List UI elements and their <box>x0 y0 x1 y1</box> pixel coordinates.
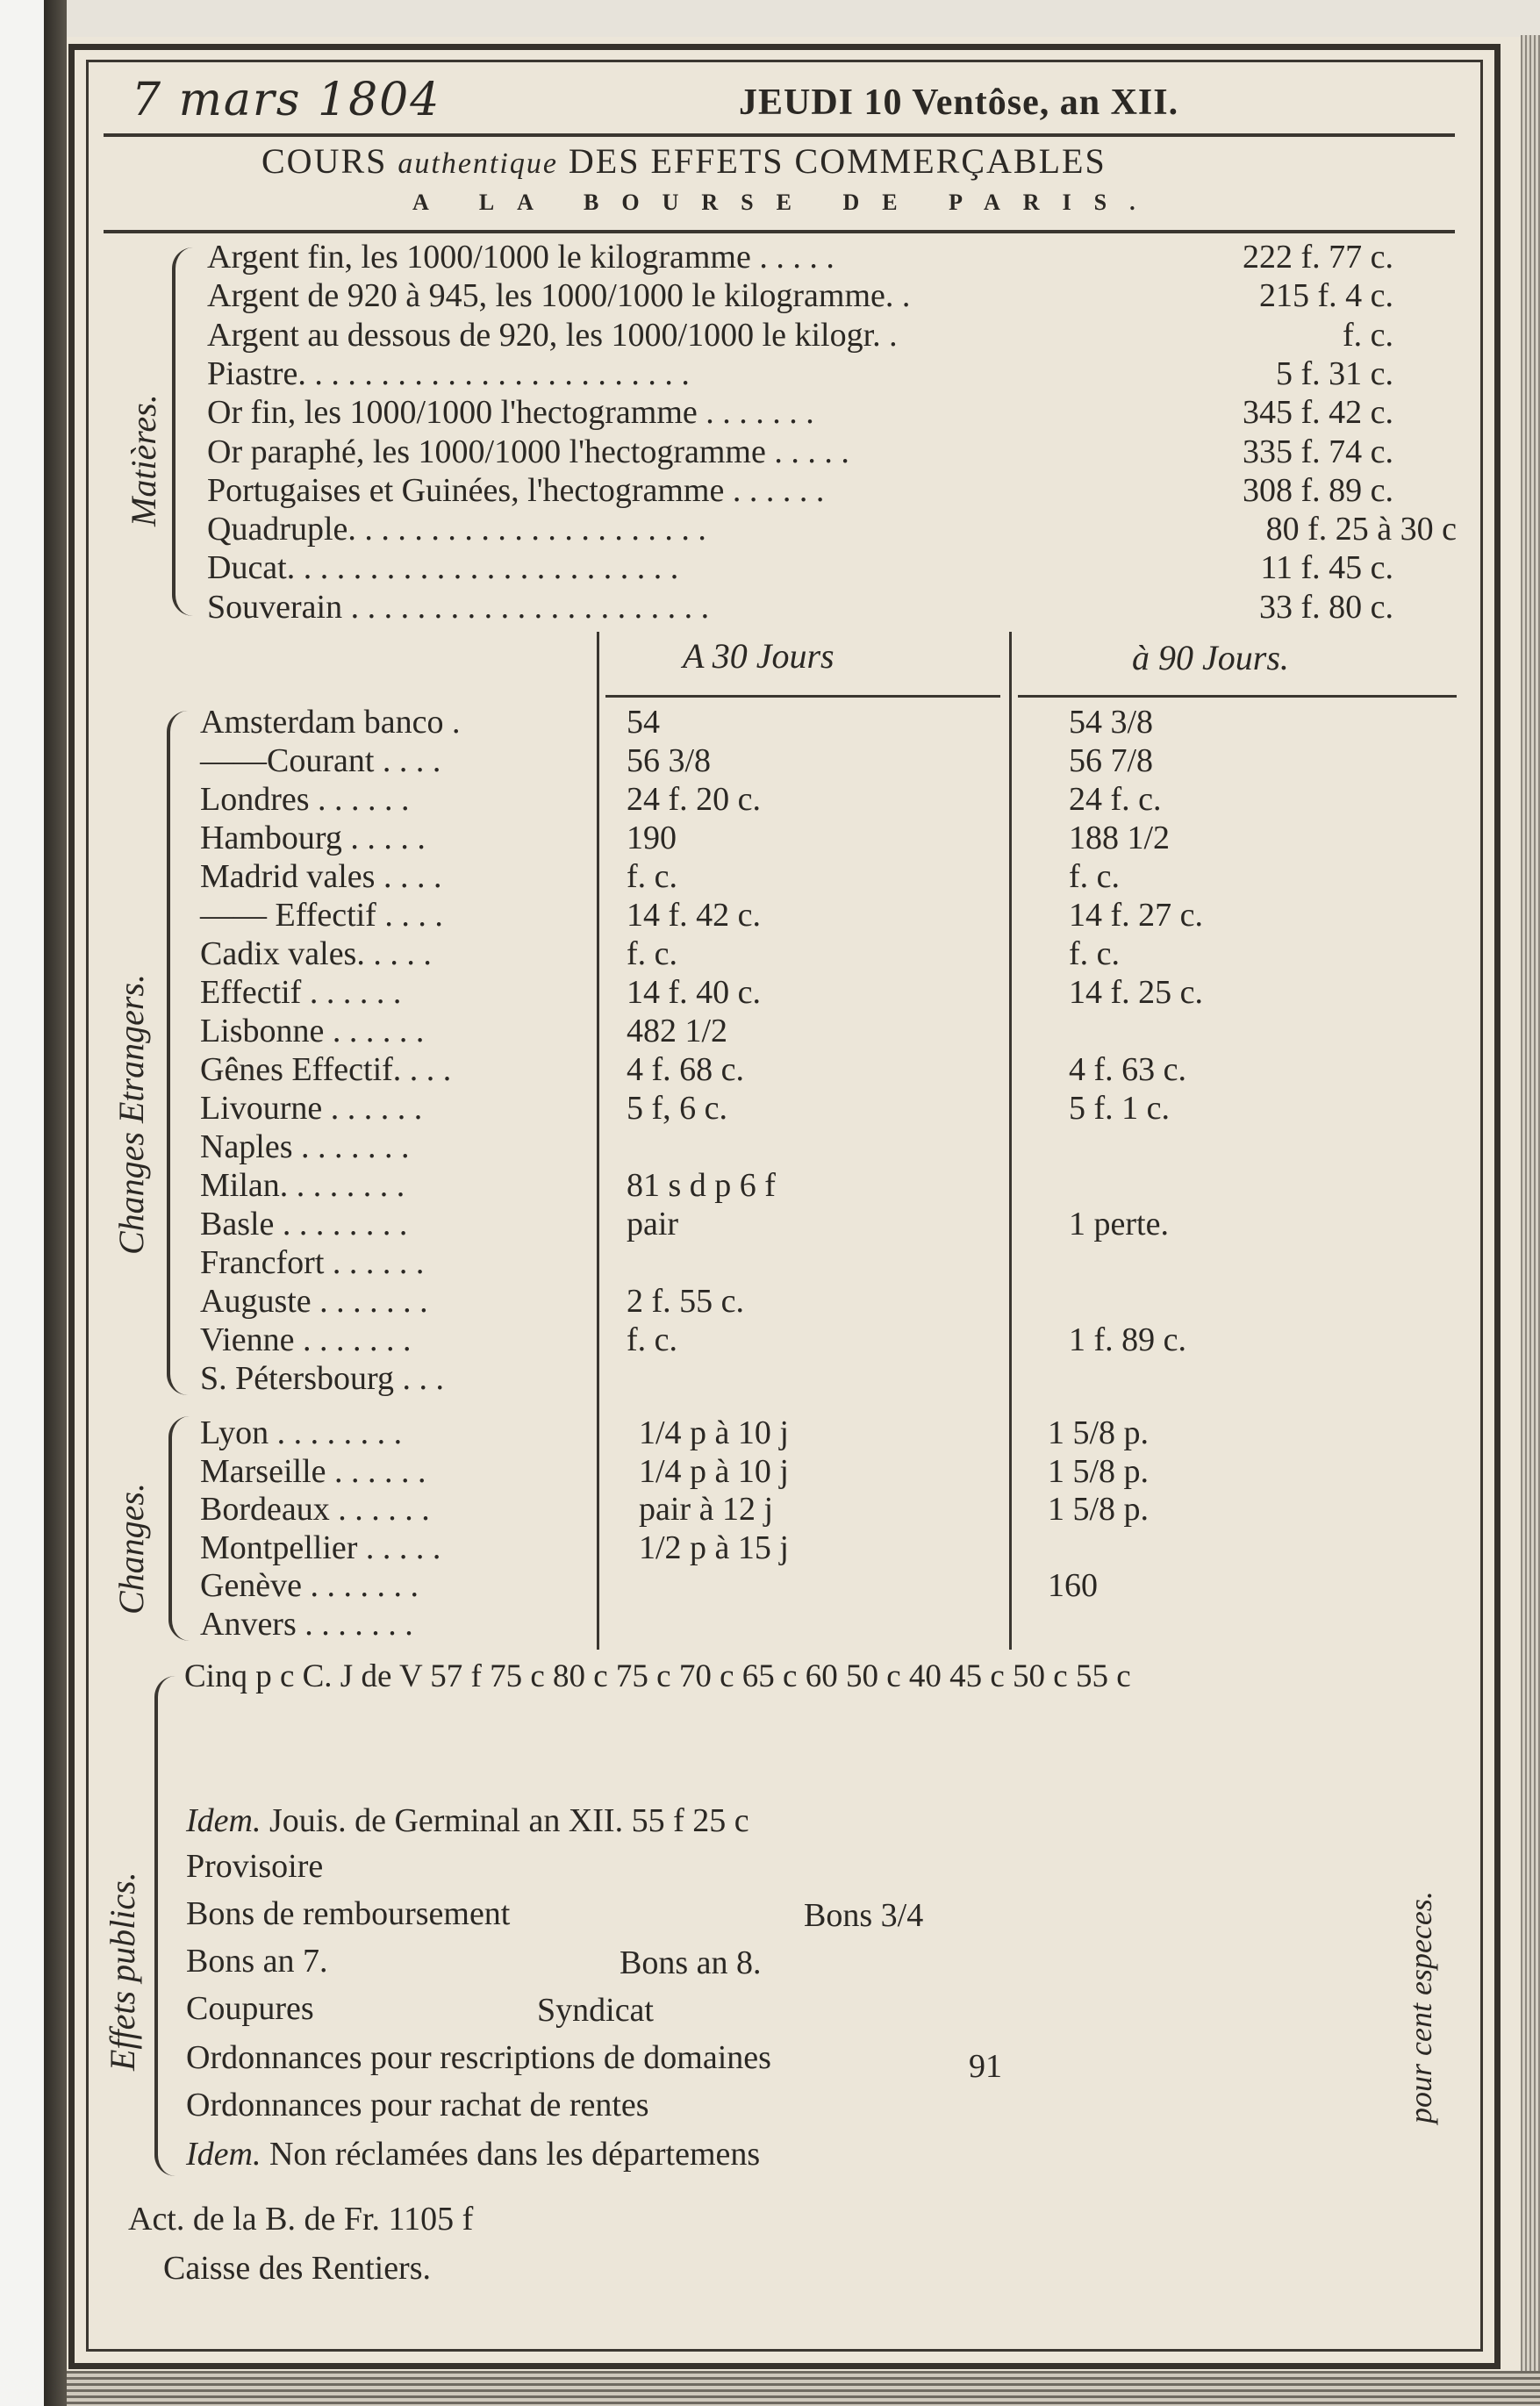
change-etranger-30-jours: 5 f, 6 c. <box>627 1090 728 1127</box>
caisse-des-rentiers: Caisse des Rentiers. <box>163 2250 432 2287</box>
change-etranger-name: Cadix vales. . . . . <box>200 935 432 972</box>
change-etranger-90-jours: 188 1/2 <box>1069 820 1171 856</box>
change-etranger-name: —— Effectif . . . . <box>200 897 443 934</box>
change-etranger-name: Francfort . . . . . . <box>200 1244 425 1281</box>
title-rule <box>104 230 1455 233</box>
title-italic: authentique <box>398 147 558 180</box>
column-divider-right <box>1009 632 1012 1650</box>
change-etranger-90-jours: f. c. <box>1069 858 1121 895</box>
change-etranger-name: Vienne . . . . . . . <box>200 1321 412 1358</box>
idem-jouissance-line <box>186 1804 749 1837</box>
change-etranger-90-jours: 56 7/8 <box>1069 742 1154 779</box>
change-90-jours: 1 5/8 p. <box>1048 1414 1150 1451</box>
matieres-item-value: 215 f. 4 c. <box>1258 277 1393 315</box>
idem2-italic: Idem. <box>186 2136 261 2173</box>
matieres-item-value: 308 f. 89 c. <box>1242 471 1393 509</box>
change-etranger-name: Basle . . . . . . . . <box>200 1206 408 1242</box>
change-etranger-90-jours: 5 f. 1 c. <box>1069 1090 1171 1127</box>
change-etranger-90-jours: 14 f. 25 c. <box>1069 974 1204 1011</box>
binding-shadow <box>44 0 67 2406</box>
change-etranger-30-jours: f. c. <box>627 1321 678 1358</box>
change-name: Marseille . . . . . . <box>200 1452 426 1490</box>
bons-remboursement: Bons de remboursement <box>186 1895 511 1932</box>
matieres-brace <box>172 247 193 616</box>
change-etranger-30-jours: 190 <box>627 820 677 856</box>
change-etranger-90-jours: 54 3/8 <box>1069 704 1154 741</box>
binding-margin <box>0 0 44 2406</box>
idem-non-reclamees-line <box>186 2137 760 2171</box>
page-subtitle: A LA BOURSE DE PARIS. <box>412 190 1158 215</box>
change-etranger-name: Amsterdam banco . <box>200 704 461 741</box>
bons-an-8: Bons an 8. <box>620 1944 762 1981</box>
matieres-item-value: 345 f. 42 c. <box>1242 394 1393 432</box>
change-etranger-30-jours: f. c. <box>627 858 678 895</box>
change-etranger-30-jours: 2 f. 55 c. <box>627 1283 745 1320</box>
page-title <box>261 141 1107 181</box>
bons-three-quarters: Bons 3/4 <box>804 1897 924 1934</box>
change-30-jours: 1/2 p à 15 j <box>639 1529 789 1566</box>
day-line: JEUDI 10 Ventôse, an XII. <box>739 82 1179 123</box>
change-30-jours: 1/4 p à 10 j <box>639 1414 789 1451</box>
change-etranger-name: Livourne . . . . . . <box>200 1090 423 1127</box>
handwritten-date: 7 mars 1804 <box>132 74 441 126</box>
change-etranger-90-jours: f. c. <box>1069 935 1121 972</box>
change-etranger-90-jours: 24 f. c. <box>1069 781 1162 818</box>
matieres-item-name: Argent fin, les 1000/1000 le kilogramme . . . . . <box>207 239 834 276</box>
page-edges-bottom <box>67 2371 1540 2406</box>
matieres-item-name: Souverain . . . . . . . . . . . . . . . . . . . . . . <box>207 588 710 626</box>
change-etranger-90-jours: 1 f. 89 c. <box>1069 1321 1187 1358</box>
change-etranger-name: S. Pétersbourg . . . <box>200 1360 444 1397</box>
matieres-item-name: Argent au dessous de 920, les 1000/1000 le kilogr. . <box>207 316 898 354</box>
change-etranger-name: Madrid vales . . . . <box>200 858 442 895</box>
change-etranger-30-jours: 482 1/2 <box>627 1013 728 1049</box>
matieres-item-name: Portugaises et Guinées, l'hectogramme . . . . . . <box>207 471 825 509</box>
matieres-item-name: Ducat. . . . . . . . . . . . . . . . . . . . . . . . <box>207 549 679 587</box>
change-name: Montpellier . . . . . <box>200 1529 441 1566</box>
column-header-30-jours: A 30 Jours <box>683 636 834 676</box>
matieres-item-name: Quadruple. . . . . . . . . . . . . . . . . . . . . . <box>207 511 706 548</box>
matieres-item-value: 33 f. 80 c. <box>1258 588 1393 626</box>
change-etranger-90-jours: 1 perte. <box>1069 1206 1169 1242</box>
matieres-label: Matières. <box>124 394 163 526</box>
matieres-item-name: Or paraphé, les 1000/1000 l'hectogramme . . . . . <box>207 433 849 470</box>
coupures: Coupures <box>186 1990 314 2027</box>
change-etranger-30-jours: pair <box>627 1206 679 1242</box>
change-etranger-30-jours: 14 f. 42 c. <box>627 897 762 934</box>
change-etranger-name: Londres . . . . . . <box>200 781 410 818</box>
bons-an-7: Bons an 7. <box>186 1943 328 1980</box>
matieres-item-value: f. c. <box>1342 316 1393 354</box>
change-etranger-name: Effectif . . . . . . <box>200 974 402 1011</box>
change-etranger-name: Naples . . . . . . . <box>200 1128 410 1165</box>
change-name: Anvers . . . . . . . <box>200 1605 413 1643</box>
change-name: Lyon . . . . . . . . <box>200 1414 403 1451</box>
action-banque-france: Act. de la B. de Fr. 1105 f <box>128 2201 474 2238</box>
idem-rest: Jouis. de Germinal an XII. 55 f 25 c <box>269 1802 749 1839</box>
change-etranger-30-jours: 56 3/8 <box>627 742 712 779</box>
matieres-item-value: 222 f. 77 c. <box>1242 239 1393 276</box>
change-etranger-name: ——Courant . . . . <box>200 742 441 779</box>
change-etranger-90-jours: 4 f. 63 c. <box>1069 1051 1187 1088</box>
idem2-rest: Non réclamées dans les départemens <box>269 2136 761 2173</box>
change-etranger-30-jours: 24 f. 20 c. <box>627 781 762 818</box>
change-name: Bordeaux . . . . . . <box>200 1491 430 1528</box>
syndicat: Syndicat <box>537 1992 654 2029</box>
change-etranger-30-jours: 81 s d p 6 f <box>627 1167 776 1204</box>
change-90-jours: 1 5/8 p. <box>1048 1491 1150 1528</box>
column-header-rule-left <box>605 695 1000 698</box>
column-header-rule-right <box>1018 695 1457 698</box>
cinq-pour-cent-line: Cinq p c C. J de V 57 f 75 c 80 c 75 c 70 c 65 c 60 50 c 40 45 c 50 c 55 c <box>184 1658 1131 1694</box>
effets-publics-brace <box>154 1676 175 2176</box>
matieres-item-value: 80 f. 25 à 30 c <box>1265 511 1457 548</box>
title-prefix: COURS <box>261 141 388 181</box>
ordonnances-rescriptions: Ordonnances pour rescriptions de domaines <box>186 2039 771 2076</box>
ordonnances-rachat: Ordonnances pour rachat de rentes <box>186 2087 649 2123</box>
page-edges-right <box>1521 35 1540 2404</box>
change-30-jours: 1/4 p à 10 j <box>639 1452 789 1490</box>
matieres-item-name: Or fin, les 1000/1000 l'hectogramme . . . . . . . <box>207 394 814 432</box>
change-etranger-name: Milan. . . . . . . . <box>200 1167 405 1204</box>
pour-cent-especes-label: pour cent especes. <box>1403 1891 1438 2123</box>
change-etranger-name: Gênes Effectif. . . . <box>200 1051 452 1088</box>
matieres-item-value: 11 f. 45 c. <box>1260 549 1393 587</box>
change-90-jours: 160 <box>1048 1567 1098 1604</box>
page-top-margin <box>67 0 1540 37</box>
change-name: Genève . . . . . . . <box>200 1567 419 1604</box>
column-divider-left <box>597 632 599 1650</box>
change-30-jours: pair à 12 j <box>639 1491 774 1528</box>
matieres-item-name: Argent de 920 à 945, les 1000/1000 le kilogramme. . <box>207 277 911 315</box>
title-rest: DES EFFETS COMMERÇABLES <box>568 141 1107 181</box>
change-etranger-30-jours: 4 f. 68 c. <box>627 1051 745 1088</box>
matieres-item-value: 335 f. 74 c. <box>1242 433 1393 470</box>
change-90-jours: 1 5/8 p. <box>1048 1452 1150 1490</box>
changes-etrangers-label: Changes Etrangers. <box>111 974 151 1255</box>
header-rule <box>104 133 1455 137</box>
change-etranger-90-jours: 14 f. 27 c. <box>1069 897 1204 934</box>
change-etranger-30-jours: f. c. <box>627 935 678 972</box>
changes-brace <box>168 1416 190 1641</box>
matieres-item-value: 5 f. 31 c. <box>1275 354 1393 392</box>
changes-label: Changes. <box>111 1483 151 1615</box>
change-etranger-name: Hambourg . . . . . <box>200 820 426 856</box>
ordonnances-rescriptions-value: 91 <box>969 2048 1002 2085</box>
column-header-90-jours: à 90 Jours. <box>1132 638 1289 677</box>
idem-italic: Idem. <box>186 1802 261 1839</box>
change-etranger-30-jours: 54 <box>627 704 660 741</box>
provisoire-line: Provisoire <box>186 1848 324 1885</box>
effets-publics-label: Effets publics. <box>103 1872 142 2071</box>
change-etranger-30-jours: 14 f. 40 c. <box>627 974 762 1011</box>
change-etranger-name: Auguste . . . . . . . <box>200 1283 428 1320</box>
matieres-item-name: Piastre. . . . . . . . . . . . . . . . . . . . . . . . <box>207 354 690 392</box>
changes-etrangers-brace <box>167 711 188 1395</box>
change-etranger-name: Lisbonne . . . . . . <box>200 1013 425 1049</box>
